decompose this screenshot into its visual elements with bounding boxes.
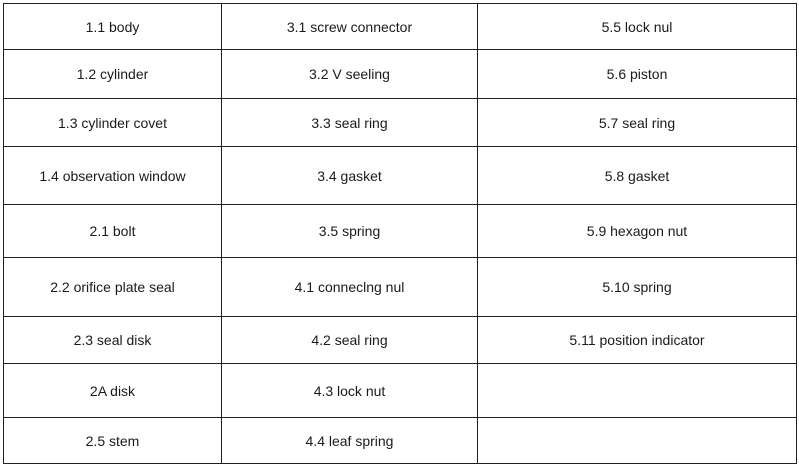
table-row xyxy=(4,317,797,364)
table-cell: 2.3 seal disk xyxy=(4,317,222,364)
table-cell: 4.2 seal ring xyxy=(222,317,478,364)
table-cell: 4.4 leaf spring xyxy=(222,418,478,464)
table-row xyxy=(4,147,797,205)
table-cell: 5.6 piston xyxy=(478,50,797,99)
table-row xyxy=(4,258,797,317)
table-row xyxy=(4,364,797,418)
table-cell: 1.3 cylinder covet xyxy=(4,99,222,147)
table-cell: 5.11 position indicator xyxy=(478,317,797,364)
table-row xyxy=(4,50,797,99)
table-cell: 3.5 spring xyxy=(222,205,478,258)
table-cell xyxy=(478,364,797,418)
table-cell: 5.5 lock nul xyxy=(478,4,797,50)
table-cell: 2.1 bolt xyxy=(4,205,222,258)
table-cell: 3.4 gasket xyxy=(222,147,478,205)
table-cell: 5.9 hexagon nut xyxy=(478,205,797,258)
table-cell: 3.1 screw connector xyxy=(222,4,478,50)
table-row xyxy=(4,418,797,464)
table-cell: 4.3 lock nut xyxy=(222,364,478,418)
table-cell: 4.1 conneclng nul xyxy=(222,258,478,317)
parts-list-table xyxy=(3,3,797,464)
table-row xyxy=(4,4,797,50)
table-cell: 5.10 spring xyxy=(478,258,797,317)
table-cell: 5.8 gasket xyxy=(478,147,797,205)
table-cell: 5.7 seal ring xyxy=(478,99,797,147)
table-cell: 1.2 cylinder xyxy=(4,50,222,99)
table-cell: 2.2 orifice plate seal xyxy=(4,258,222,317)
table-cell: 1.4 observation window xyxy=(4,147,222,205)
table-cell: 2A disk xyxy=(4,364,222,418)
table-cell: 1.1 body xyxy=(4,4,222,50)
table-cell xyxy=(478,418,797,464)
table-cell: 2.5 stem xyxy=(4,418,222,464)
table-row xyxy=(4,99,797,147)
table-cell: 3.2 V seeling xyxy=(222,50,478,99)
table-row xyxy=(4,205,797,258)
table-cell: 3.3 seal ring xyxy=(222,99,478,147)
